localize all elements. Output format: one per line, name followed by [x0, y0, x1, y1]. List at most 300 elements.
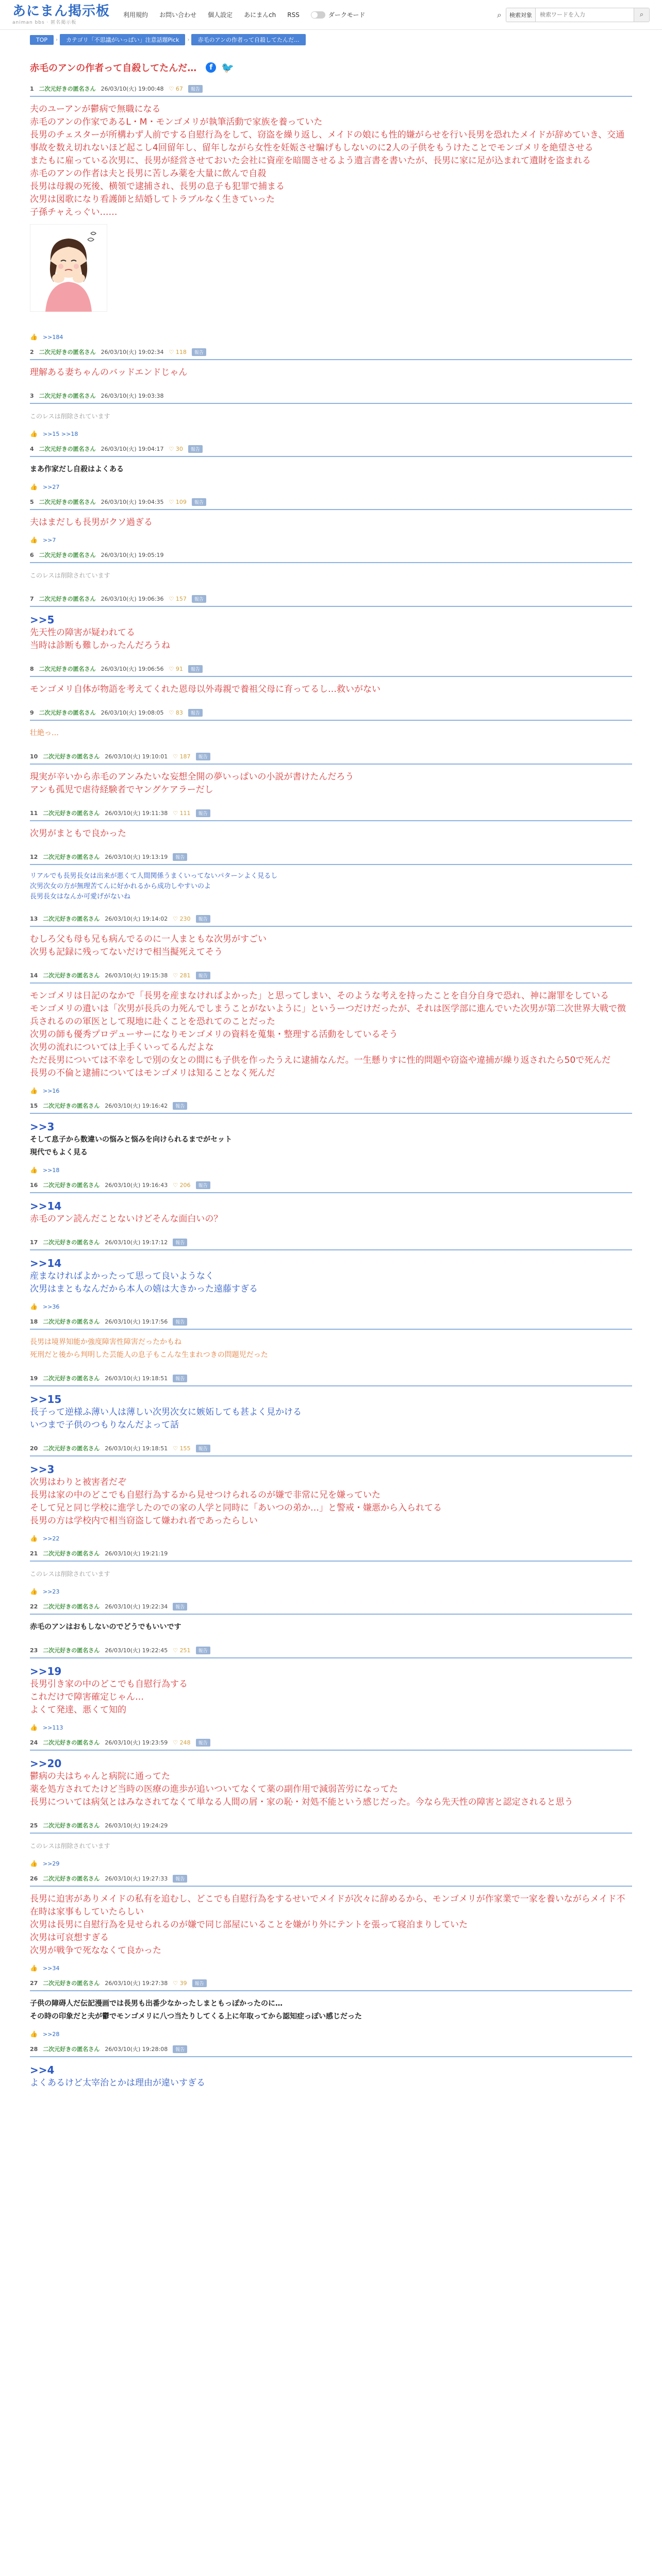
nav-settings[interactable]: 個人設定 — [208, 11, 233, 19]
post-text-line: 長男は境界知能か強度障害性障害だったかもね — [30, 1338, 181, 1346]
post-text-line: 当時は診断も難しかったんだろうね — [30, 640, 170, 651]
post-body — [30, 1615, 632, 1641]
post — [30, 705, 632, 749]
thumbs-up-icon[interactable]: 👍 — [30, 1724, 38, 1731]
post-header — [30, 498, 632, 510]
post-author: 二次元好きの匿名さん — [43, 1603, 100, 1610]
reply-links[interactable]: >>34 — [42, 1964, 60, 1972]
post-number[interactable]: 12 — [30, 853, 38, 860]
heart-icon: ♡ — [169, 665, 176, 672]
report-button[interactable]: 報告 — [173, 1603, 187, 1611]
post — [30, 345, 632, 388]
post-footer — [30, 536, 632, 548]
post-date: 26/03/10(火) 19:18:51 — [105, 1375, 168, 1382]
post-text-line: むしろ父も母も兄も病んでるのに一人まともな次男がすごい — [30, 934, 267, 944]
reply-anchor-link[interactable]: >>3 — [30, 1463, 55, 1476]
thumbs-up-icon[interactable]: 👍 — [30, 1087, 38, 1094]
heart-icon: ♡ — [173, 915, 180, 922]
report-button[interactable]: 報告 — [173, 1375, 187, 1382]
chevron-right-icon: › — [56, 37, 58, 43]
post-text-line: 子供の障碍人だ伝記漫画では長男も出番少なかったしまともっぽかったのに… — [30, 1999, 283, 2008]
thumbs-up-icon[interactable]: 👍 — [30, 1166, 38, 1174]
worried-woman-illustration[interactable] — [30, 224, 107, 312]
post-date: 26/03/10(火) 19:17:12 — [105, 1239, 168, 1246]
toggle-track[interactable] — [311, 11, 325, 19]
post-number[interactable]: 6 — [30, 551, 34, 558]
post-text-line: その時の印象だと夫が鬱でモンゴメリに八つ当たりしてくる上に年取ってから認知症っぽい感じだった — [30, 2012, 362, 2021]
post-header — [30, 752, 632, 765]
thumbs-up-icon[interactable]: 👍 — [30, 1588, 38, 1595]
post-footer — [30, 1303, 632, 1314]
post-header — [30, 551, 632, 563]
post-body — [30, 1386, 632, 1439]
post-date: 26/03/10(火) 19:15:38 — [105, 972, 168, 979]
post-body — [30, 2057, 632, 2097]
like-button[interactable] — [173, 1647, 190, 1654]
post — [30, 1178, 632, 1235]
post-date: 26/03/10(火) 19:21:19 — [105, 1550, 168, 1557]
post-author: 二次元好きの匿名さん — [43, 1550, 100, 1557]
report-button[interactable]: 報告 — [188, 665, 203, 673]
post-number[interactable]: 18 — [30, 1318, 38, 1325]
post-header — [30, 1602, 632, 1615]
post-text-line: ただ長男については不幸をしで別の女との間にも子供を作ったうえに逮捕なんだ。一生懸りすに性的問題や窃盗や違捕が繰り返されたら50で死んだ — [30, 1055, 611, 1065]
post-text-line: 壮絶っ… — [30, 729, 59, 737]
like-button[interactable] — [169, 596, 187, 602]
post-header — [30, 1238, 632, 1250]
like-button[interactable] — [173, 810, 190, 817]
post-author: 二次元好きの匿名さん — [43, 1239, 100, 1246]
post-header — [30, 1549, 632, 1562]
post-header — [30, 392, 632, 404]
post-number[interactable]: 28 — [30, 2045, 38, 2053]
post-number[interactable]: 25 — [30, 1822, 38, 1829]
post-date: 26/03/10(火) 19:22:34 — [105, 1603, 168, 1610]
post-body — [30, 457, 632, 483]
post-number[interactable]: 14 — [30, 972, 38, 979]
post-text-line: 次男はわりと被害者だぞ — [30, 1477, 126, 1487]
post-body — [30, 1562, 632, 1588]
reply-anchor-link[interactable]: >>3 — [30, 1121, 55, 1133]
post-number[interactable]: 24 — [30, 1739, 38, 1746]
post — [30, 442, 632, 495]
post-author: 二次元好きの匿名さん — [39, 349, 96, 355]
post-body — [30, 1456, 632, 1535]
post-number[interactable]: 7 — [30, 595, 34, 602]
like-button[interactable] — [173, 753, 190, 760]
post-text-line: 赤毛のアンの作者は夫と長男に苦しみ薬を大量に飲んで自殺 — [30, 168, 267, 179]
reply-links[interactable]: >>18 — [42, 1166, 60, 1174]
post-text-line: 長男の不倫と逮捕についてはモンゴメリは知ることなく死んだ — [30, 1068, 275, 1078]
post-text-line: アンも孤児で虐待経験者でヤングケアラーだし — [30, 785, 213, 795]
post-header — [30, 2045, 632, 2057]
post — [30, 1818, 632, 1871]
post-date: 26/03/10(火) 19:13:19 — [105, 854, 168, 860]
post-text-line: 夫はまだしも長男がクソ過ぎる — [30, 517, 153, 528]
post-date: 26/03/10(火) 19:11:38 — [105, 810, 168, 817]
post-author: 二次元好きの匿名さん — [43, 1375, 100, 1382]
reply-links[interactable]: >>7 — [42, 536, 56, 544]
post-text-line: モンゴメリは日記のなかで「長男を産まなければよかった」と思ってしまい、そのような考えを持ったことを自分自身で恐れ、神に謝罪をしている — [30, 991, 609, 1001]
thumbs-up-icon[interactable]: 👍 — [30, 1303, 38, 1310]
like-count: 30 — [175, 445, 183, 452]
like-button[interactable] — [169, 499, 187, 505]
post-body — [30, 1834, 632, 1860]
heart-icon: ♡ — [169, 85, 176, 92]
report-button[interactable]: 報告 — [173, 1102, 187, 1110]
post-header — [30, 971, 632, 984]
post-number[interactable]: 15 — [30, 1102, 38, 1109]
post-author: 二次元好きの匿名さん — [43, 2046, 100, 2053]
report-button[interactable]: 報告 — [173, 2045, 187, 2053]
reply-links[interactable]: >>36 — [42, 1303, 60, 1310]
toggle-knob — [311, 12, 318, 18]
post-header — [30, 84, 632, 97]
thumbs-up-icon[interactable]: 👍 — [30, 333, 38, 341]
like-count: 281 — [179, 972, 191, 979]
post-text-line: 次男は長男に自慰行為を見せられるのが嫌で同じ部屋にいることを嫌がり外にテントを張って寝泊まりしていた — [30, 1920, 468, 1930]
post-number[interactable]: 26 — [30, 1875, 38, 1882]
post-number[interactable]: 8 — [30, 665, 34, 672]
heart-icon: ♡ — [173, 1445, 180, 1452]
share-buttons — [206, 62, 234, 73]
like-button[interactable] — [169, 709, 183, 716]
post-number[interactable]: 1 — [30, 85, 34, 92]
report-button[interactable]: 報告 — [192, 1979, 207, 1987]
thumbs-up-icon[interactable]: 👍 — [30, 536, 38, 544]
post-date: 26/03/10(火) 19:03:38 — [101, 393, 164, 399]
thumbs-up-icon[interactable]: 👍 — [30, 1964, 38, 1972]
post-author: 二次元好きの匿名さん — [39, 499, 96, 505]
post-date: 26/03/10(火) 19:23:59 — [105, 1739, 168, 1746]
reply-links[interactable]: >>23 — [42, 1588, 60, 1595]
like-count: 118 — [175, 348, 187, 355]
post-number[interactable]: 4 — [30, 445, 34, 452]
post-body — [30, 1330, 632, 1369]
post-author: 二次元好きの匿名さん — [39, 552, 96, 558]
report-button[interactable]: 報告 — [196, 809, 210, 817]
post-header — [30, 1738, 632, 1751]
report-button[interactable]: 報告 — [192, 595, 206, 603]
post-number[interactable]: 3 — [30, 392, 34, 399]
breadcrumb — [0, 30, 662, 49]
post — [30, 1371, 632, 1441]
post-text-line: 鬱病の夫はちゃんと病院に通ってた — [30, 1771, 170, 1782]
post-text-line: 長男のチェスターが所構わず人前でする自慰行為をして、窃盗を繰り返し、メイドの娘にも性的嫌がらせを行い長男を恐れたメイドが辞めていき、交通事故を数え切れないほど起こし4回留年し、留年しながら女性を妊娠させ騙げもしないのに2人の子供をもうけたことでモンゴメリを絶望させる — [30, 130, 625, 153]
post-header — [30, 1181, 632, 1193]
post-author: 二次元好きの匿名さん — [39, 666, 96, 672]
thumbs-up-icon[interactable]: 👍 — [30, 1860, 38, 1867]
like-button[interactable] — [173, 1182, 190, 1189]
report-button[interactable]: 報告 — [196, 915, 210, 923]
post-number[interactable]: 5 — [30, 498, 34, 505]
post-date: 26/03/10(火) 19:16:43 — [105, 1182, 168, 1189]
post — [30, 911, 632, 968]
heart-icon: ♡ — [173, 1647, 180, 1654]
post-author: 二次元好きの匿名さん — [39, 86, 96, 92]
like-button[interactable] — [169, 349, 187, 355]
report-button[interactable]: 報告 — [188, 445, 203, 453]
twitter-icon[interactable]: 🐦 — [221, 61, 235, 74]
reply-links[interactable]: >>22 — [42, 1535, 60, 1542]
like-button[interactable] — [169, 86, 183, 92]
post-header — [30, 1317, 632, 1330]
post-body — [30, 404, 632, 430]
post-number[interactable]: 20 — [30, 1445, 38, 1452]
search-target-select[interactable]: 検索対象 — [506, 8, 536, 22]
post-number[interactable]: 27 — [30, 1979, 38, 1987]
report-button[interactable]: 報告 — [188, 709, 203, 717]
post-number[interactable]: 2 — [30, 348, 34, 355]
report-button[interactable]: 報告 — [196, 1445, 210, 1452]
post-text-line: そして兄と同じ学校に進学したのでの家の人学と同時に「あいつの弟か…」と警戒・嫌悪から入られてる — [30, 1503, 442, 1513]
post — [30, 1599, 632, 1643]
post-author: 二次元好きの匿名さん — [43, 1875, 100, 1882]
reply-anchor-link[interactable]: >>14 — [30, 1200, 62, 1212]
post-body — [30, 1991, 632, 2030]
report-button[interactable]: 報告 — [196, 1181, 210, 1189]
report-button[interactable]: 報告 — [192, 498, 206, 506]
logo-subtitle: animan bbs · 匿名掲示板 — [12, 20, 77, 25]
post-text-line: リアルでも長男長女は出来が悪くて人間関係うまくいってないパターンよく見るし — [30, 872, 278, 880]
post-text-line: このレスは削除されています — [30, 413, 110, 420]
post-body — [30, 1250, 632, 1303]
post — [30, 662, 632, 705]
heart-icon: ♡ — [173, 809, 180, 817]
reply-links[interactable]: >>184 — [42, 333, 63, 341]
post-footer — [30, 1860, 632, 1871]
search-input[interactable] — [536, 8, 634, 22]
post-date: 26/03/10(火) 19:06:56 — [101, 666, 164, 672]
post-date: 26/03/10(火) 19:00:48 — [101, 86, 164, 92]
post-number[interactable]: 10 — [30, 753, 38, 760]
post — [30, 495, 632, 548]
heart-icon: ♡ — [169, 595, 176, 602]
post-body — [30, 1193, 632, 1233]
post-number[interactable]: 23 — [30, 1647, 38, 1654]
post-body — [30, 721, 632, 747]
post-header — [30, 348, 632, 360]
post-text-line: 次男は可哀想すぎる — [30, 1933, 109, 1943]
post-date: 26/03/10(火) 19:04:17 — [101, 446, 164, 452]
post-footer — [30, 1588, 632, 1599]
post — [30, 1441, 632, 1546]
post-date: 26/03/10(火) 19:28:08 — [105, 2046, 168, 2053]
nav-terms[interactable]: 利用規約 — [123, 11, 148, 19]
post-author: 二次元好きの匿名さん — [39, 393, 96, 399]
like-button[interactable] — [169, 446, 183, 452]
search-icon: ⌕ — [497, 9, 502, 20]
like-button[interactable] — [173, 972, 190, 979]
post-text-line: まあ作家だし自殺はよくある — [30, 465, 124, 473]
post-body — [30, 360, 632, 386]
reply-links[interactable]: >>16 — [42, 1087, 60, 1094]
post — [30, 1643, 632, 1735]
post-footer — [30, 333, 632, 345]
post-header — [30, 1821, 632, 1834]
thread-title: 赤毛のアンの作者って自殺してたんだ… — [30, 63, 197, 74]
post-text-line: 長男は家の中のどこでも自慰行為するから見せつけられるのが嫌で非常に兄を嫌っていた — [30, 1490, 380, 1500]
heart-icon: ♡ — [169, 498, 176, 505]
search-area — [497, 8, 650, 22]
facebook-icon[interactable]: f — [206, 62, 216, 73]
thread-main — [0, 61, 662, 2099]
post-author: 二次元好きの匿名さん — [43, 1182, 100, 1189]
like-count: 187 — [179, 753, 191, 760]
post-body — [30, 677, 632, 703]
post-author: 二次元好きの匿名さん — [43, 916, 100, 922]
post-text-line: 次男の流れについては上手くいってるんだよな — [30, 1042, 214, 1053]
post-text-line: 赤毛のアンはおもしないのでどうでもいいです — [30, 1623, 181, 1631]
post — [30, 81, 632, 345]
post-number[interactable]: 13 — [30, 915, 38, 922]
heart-icon: ♡ — [173, 753, 180, 760]
search-button[interactable] — [634, 8, 649, 22]
post-text-line: 次男次女の方が無理苦てんに好かれるから成功しやすいのよ — [30, 883, 211, 890]
post-text-line: 長子って逆様ふ薄い人は薄しい次男次女に嫉妬しても甚よく見かける — [30, 1407, 302, 1417]
report-button[interactable]: 報告 — [192, 348, 206, 356]
reply-anchor-link[interactable]: >>20 — [30, 1757, 62, 1770]
like-count: 67 — [175, 85, 183, 92]
like-button[interactable] — [173, 1445, 190, 1452]
report-button[interactable]: 報告 — [173, 1318, 187, 1326]
nav-rss[interactable]: RSS — [287, 11, 300, 19]
post-text-line: よくて発達、悪くて知的 — [30, 1705, 126, 1715]
report-button[interactable]: 報告 — [196, 1739, 210, 1747]
post-date: 26/03/10(火) 19:08:05 — [101, 709, 164, 716]
reply-anchor-link[interactable]: >>15 — [30, 1393, 62, 1405]
post — [30, 591, 632, 662]
post-date: 26/03/10(火) 19:27:38 — [105, 1980, 168, 1987]
post — [30, 548, 632, 591]
like-button[interactable] — [173, 1739, 190, 1746]
site-logo[interactable] — [12, 5, 110, 25]
post-footer — [30, 1087, 632, 1098]
post — [30, 2042, 632, 2099]
post-date: 26/03/10(火) 19:02:34 — [101, 349, 164, 355]
post-date: 26/03/10(火) 19:04:35 — [101, 499, 164, 505]
logo-text[interactable]: あにまん掲示板 — [12, 3, 110, 19]
report-button[interactable]: 報告 — [173, 853, 187, 861]
post — [30, 1314, 632, 1371]
report-button[interactable]: 報告 — [173, 1239, 187, 1246]
post-date: 26/03/10(火) 19:16:42 — [105, 1103, 168, 1109]
post-body — [30, 97, 632, 333]
like-count: 155 — [179, 1445, 191, 1452]
post-header — [30, 914, 632, 927]
post-date: 26/03/10(火) 19:10:01 — [105, 753, 168, 760]
crumb-category[interactable]: カテゴリ「不思議がいっぱい」注意話題Pick — [60, 34, 185, 45]
report-button[interactable]: 報告 — [196, 753, 210, 760]
post-text-line: 次男は図歌になり看護師と結婚してトラブルなく生きていった — [30, 194, 275, 205]
thread-title-row — [30, 61, 632, 74]
like-count: 39 — [179, 1979, 187, 1987]
crumb-top[interactable]: TOP — [30, 35, 54, 45]
nav-contact[interactable]: お問い合わせ — [159, 11, 197, 19]
reply-links[interactable]: >>113 — [42, 1724, 63, 1731]
post-number[interactable]: 11 — [30, 809, 38, 817]
post — [30, 1546, 632, 1599]
post-text-line: 長男引き家の中のどこでも自慰行為する — [30, 1679, 188, 1689]
like-button[interactable] — [169, 666, 183, 672]
post-date: 26/03/10(火) 19:27:33 — [105, 1875, 168, 1882]
post-number[interactable]: 17 — [30, 1239, 38, 1246]
post-number[interactable]: 16 — [30, 1181, 38, 1189]
post — [30, 806, 632, 850]
post-header — [30, 1444, 632, 1456]
post-number[interactable]: 21 — [30, 1550, 38, 1557]
reply-anchor-link[interactable]: >>5 — [30, 614, 55, 626]
post-body — [30, 607, 632, 659]
post-number[interactable]: 22 — [30, 1603, 38, 1610]
post-number[interactable]: 9 — [30, 709, 34, 716]
like-button[interactable] — [173, 916, 190, 922]
report-button[interactable]: 報告 — [196, 1647, 210, 1654]
post-author: 二次元好きの匿名さん — [39, 446, 96, 452]
report-button[interactable]: 報告 — [188, 85, 203, 93]
reply-links[interactable]: >>28 — [42, 2030, 60, 2038]
post-text-line: 理解ある妻ちゃんのバッドエンドじゃん — [30, 367, 188, 378]
post-text-line: 長男長女はなんか可愛げがないね — [30, 893, 131, 901]
post-author: 二次元好きの匿名さん — [43, 1822, 100, 1829]
post — [30, 388, 632, 442]
thumbs-up-icon[interactable]: 👍 — [30, 483, 38, 490]
post-text-line: またもに雇っている次男に、長男が経営させておいた会社に資産を暗闇させるよう遺言書を書いたが、長男に家に足が込まれて遺財を盗まれる — [30, 156, 591, 166]
thumbs-up-icon[interactable]: 👍 — [30, 430, 38, 437]
magnifier-icon: ⌕ — [639, 11, 644, 19]
reply-anchor-link[interactable]: >>14 — [30, 1257, 62, 1269]
post-footer — [30, 1166, 632, 1178]
reply-links[interactable]: >>29 — [42, 1860, 60, 1867]
report-button[interactable]: 報告 — [173, 1875, 187, 1883]
thumbs-up-icon[interactable]: 👍 — [30, 2030, 38, 2038]
post — [30, 1735, 632, 1818]
reply-links[interactable]: >>27 — [42, 483, 60, 490]
post-date: 26/03/10(火) 19:24:29 — [105, 1822, 168, 1829]
post-body — [30, 765, 632, 804]
post-header — [30, 1646, 632, 1658]
post-text-line: 赤毛のアン読んだことないけどそんな面白いの？ — [30, 1214, 223, 1224]
post-number[interactable]: 19 — [30, 1375, 38, 1382]
post-header — [30, 1374, 632, 1386]
report-button[interactable]: 報告 — [196, 972, 210, 979]
post — [30, 1976, 632, 2042]
like-count: 251 — [179, 1647, 191, 1654]
post-text-line: 次男が戦争で死ななくて良かった — [30, 1945, 161, 1956]
post-text-line: 次男も記録に残ってないだけで相当擬死えてそう — [30, 947, 223, 957]
crumb-thread[interactable]: 赤毛のアンの作者って自殺してたんだ... — [191, 34, 305, 45]
dark-mode-toggle[interactable] — [311, 10, 366, 19]
reply-links[interactable]: >>15 >>18 — [42, 430, 78, 437]
like-count: 206 — [179, 1181, 191, 1189]
post-text-line: 子孫チャえっぐい…… — [30, 207, 118, 217]
reply-anchor-link[interactable]: >>19 — [30, 1665, 62, 1677]
like-button[interactable] — [173, 1980, 187, 1987]
post — [30, 968, 632, 1098]
heart-icon: ♡ — [173, 1979, 180, 1987]
post-text-line: そして息子から数違いの悩みと悩みを向けられるまでがセット — [30, 1136, 232, 1144]
post — [30, 1871, 632, 1976]
post-body — [30, 984, 632, 1087]
reply-anchor-link[interactable]: >>4 — [30, 2064, 55, 2076]
like-count: 109 — [175, 498, 187, 505]
post-author: 二次元好きの匿名さん — [43, 1318, 100, 1325]
nav-animanch[interactable]: あにまんch — [244, 11, 276, 19]
post-text-line: 薬を処方されてたけど当時の医療の進歩が追いついてなくて薬の副作用で減弱苦労になってた — [30, 1784, 398, 1794]
thumbs-up-icon[interactable]: 👍 — [30, 1535, 38, 1542]
post-header — [30, 445, 632, 457]
header-nav — [123, 10, 365, 19]
